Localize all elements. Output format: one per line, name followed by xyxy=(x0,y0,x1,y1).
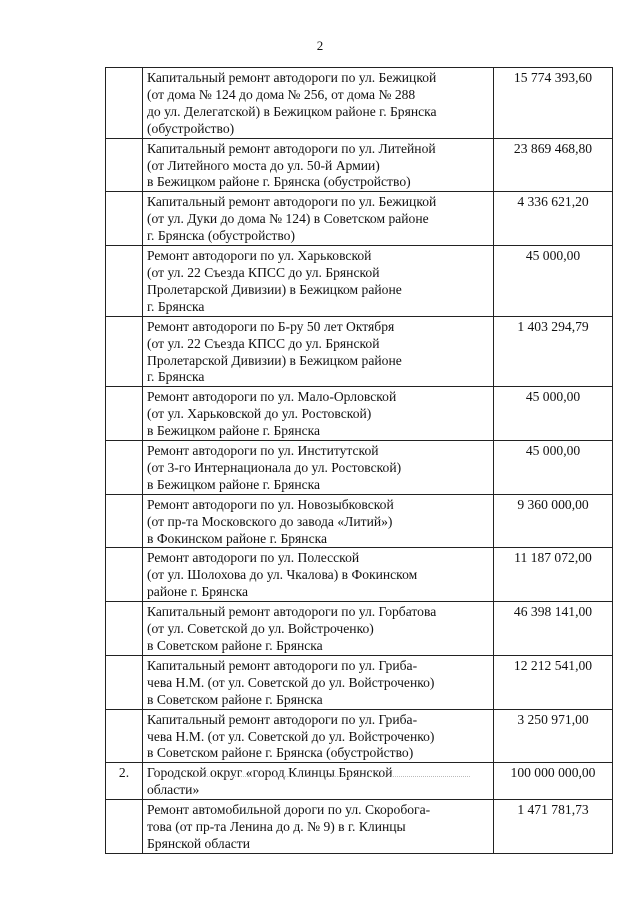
amount-cell: 15 774 393,60 xyxy=(494,68,613,139)
object-name-cell xyxy=(143,192,494,246)
row-number-cell xyxy=(106,316,143,387)
row-number-cell xyxy=(106,441,143,495)
object-name-line: (от ул. 22 Съезда КПСС до ул. Брянской xyxy=(147,264,380,280)
amount-cell: 4 336 621,20 xyxy=(494,192,613,246)
object-name-cell xyxy=(143,800,494,854)
row-number-cell xyxy=(106,192,143,246)
object-name-line: (от ул. Харьковской до ул. Ростовской) xyxy=(147,406,372,422)
amount-cell: 100 000 000,00 xyxy=(494,763,613,800)
object-name-line: Капитальный ремонт автодороги по ул. Гриба- xyxy=(147,657,418,673)
object-name-line: Ремонт автодороги по ул. Новозыбковской xyxy=(147,496,394,512)
object-name-line: това (от пр-та Ленина до д. № 9) в г. Клинцы xyxy=(147,819,406,835)
row-number-cell xyxy=(106,800,143,854)
row-number-cell xyxy=(106,246,143,317)
table-row xyxy=(106,138,613,192)
object-name-line: Ремонт автодороги по ул. Институтской xyxy=(147,443,379,459)
object-name-line: Капитальный ремонт автодороги по ул. Горбатова xyxy=(147,604,437,620)
object-name-line: в Бежицком районе г. Брянска xyxy=(147,476,321,492)
table-row xyxy=(106,387,613,441)
amount-cell: 23 869 468,80 xyxy=(494,138,613,192)
object-name-line: г. Брянска xyxy=(147,298,205,314)
table-row xyxy=(106,441,613,495)
object-name-line: Ремонт автодороги по ул. Харьковской xyxy=(147,248,372,264)
table-row xyxy=(106,68,613,139)
object-name-cell xyxy=(143,655,494,709)
table-row xyxy=(106,709,613,763)
object-name-cell xyxy=(143,494,494,548)
object-name-line: до ул. Делегатской) в Бежицком районе г. Брянска xyxy=(147,103,437,119)
table-row xyxy=(106,548,613,602)
row-number-cell xyxy=(106,709,143,763)
object-name-line: Ремонт автодороги по ул. Полесской xyxy=(147,550,360,566)
object-name-line: Капитальный ремонт автодороги по ул. Бежицкой xyxy=(147,70,437,85)
object-name-line: Пролетарской Дивизии) в Бежицком районе xyxy=(147,281,402,297)
amount-cell: 11 187 072,00 xyxy=(494,548,613,602)
object-name-cell xyxy=(143,138,494,192)
row-number-cell xyxy=(106,387,143,441)
object-name-line: Ремонт автодороги по Б-ру 50 лет Октября xyxy=(147,318,395,334)
object-name-line: в Фокинском районе г. Брянска xyxy=(147,530,328,546)
object-name-line: Ремонт автомобильной дороги по ул. Скоробога- xyxy=(147,802,431,818)
amount-cell: 46 398 141,00 xyxy=(494,602,613,656)
object-name-line: (от ул. Шолохова до ул. Чкалова) в Фокинском xyxy=(147,567,418,583)
budget-table xyxy=(105,67,613,854)
amount-cell: 45 000,00 xyxy=(494,441,613,495)
table-row xyxy=(106,800,613,854)
amount-cell: 9 360 000,00 xyxy=(494,494,613,548)
object-name-cell xyxy=(143,602,494,656)
object-name-line: Городской округ «город Клинцы Брянской xyxy=(147,765,393,781)
object-name-line: Капитальный ремонт автодороги по ул. Гриба- xyxy=(147,711,418,727)
object-name-cell xyxy=(143,68,494,139)
object-name-line: (от дома № 124 до дома № 256, от дома № 288 xyxy=(147,86,416,102)
object-name-cell xyxy=(143,709,494,763)
object-name-line: г. Брянска (обустройство) xyxy=(147,228,295,244)
object-name-line: г. Брянска xyxy=(147,369,205,385)
object-name-line: (от пр-та Московского до завода «Литий») xyxy=(147,513,393,529)
object-name-line: (от 3-го Интернационала до ул. Ростовской) xyxy=(147,459,402,475)
table-row xyxy=(106,494,613,548)
table-row xyxy=(106,655,613,709)
page-number: 2 xyxy=(316,38,324,53)
object-name-line: в Советском районе г. Брянска xyxy=(147,691,323,707)
object-name-cell xyxy=(143,763,494,800)
object-name-line: (от ул. Дуки до дома № 124) в Советском районе xyxy=(147,211,429,227)
faint-dotted-line xyxy=(190,776,470,777)
amount-cell: 45 000,00 xyxy=(494,387,613,441)
row-number-cell: 2. xyxy=(106,763,143,800)
object-name-cell xyxy=(143,548,494,602)
object-name-line: Брянской области xyxy=(147,835,250,851)
table-row xyxy=(106,602,613,656)
object-name-line: (обустройство) xyxy=(147,120,235,136)
object-name-line: (от ул. Советской до ул. Войстроченко) xyxy=(147,621,374,637)
object-name-line: районе г. Брянска xyxy=(147,584,249,600)
amount-cell: 12 212 541,00 xyxy=(494,655,613,709)
object-name-line: в Бежицком районе г. Брянска xyxy=(147,423,321,439)
object-name-line: в Бежицком районе г. Брянска (обустройство) xyxy=(147,174,411,190)
object-name-cell xyxy=(143,316,494,387)
amount-cell: 3 250 971,00 xyxy=(494,709,613,763)
object-name-cell xyxy=(143,441,494,495)
row-number-cell xyxy=(106,138,143,192)
object-name-line: чева Н.М. (от ул. Советской до ул. Войстроченко) xyxy=(147,674,435,690)
table-body xyxy=(106,68,613,854)
table-row xyxy=(106,316,613,387)
amount-cell: 45 000,00 xyxy=(494,246,613,317)
object-name-line: Капитальный ремонт автодороги по ул. Бежицкой xyxy=(147,194,437,210)
amount-cell: 1 403 294,79 xyxy=(494,316,613,387)
object-name-line: в Советском районе г. Брянска (обустройство) xyxy=(147,745,414,761)
table-row xyxy=(106,192,613,246)
row-number-cell xyxy=(106,602,143,656)
object-name-cell xyxy=(143,246,494,317)
amount-cell: 1 471 781,73 xyxy=(494,800,613,854)
object-name-line: области» xyxy=(147,782,200,798)
object-name-line: (от Литейного моста до ул. 50-й Армии) xyxy=(147,157,380,173)
object-name-line: Капитальный ремонт автодороги по ул. Литейной xyxy=(147,140,436,156)
object-name-cell xyxy=(143,387,494,441)
object-name-line: (от ул. 22 Съезда КПСС до ул. Брянской xyxy=(147,335,380,351)
row-number-cell xyxy=(106,548,143,602)
row-number-cell xyxy=(106,68,143,139)
row-number-cell xyxy=(106,494,143,548)
object-name-line: Пролетарской Дивизии) в Бежицком районе xyxy=(147,352,402,368)
object-name-line: в Советском районе г. Брянска xyxy=(147,638,323,653)
region-row xyxy=(106,763,613,800)
object-name-line: Ремонт автодороги по ул. Мало-Орловской xyxy=(147,389,397,405)
table-row xyxy=(106,246,613,317)
object-name-line: чева Н.М. (от ул. Советской до ул. Войстроченко) xyxy=(147,728,435,744)
row-number-cell xyxy=(106,655,143,709)
